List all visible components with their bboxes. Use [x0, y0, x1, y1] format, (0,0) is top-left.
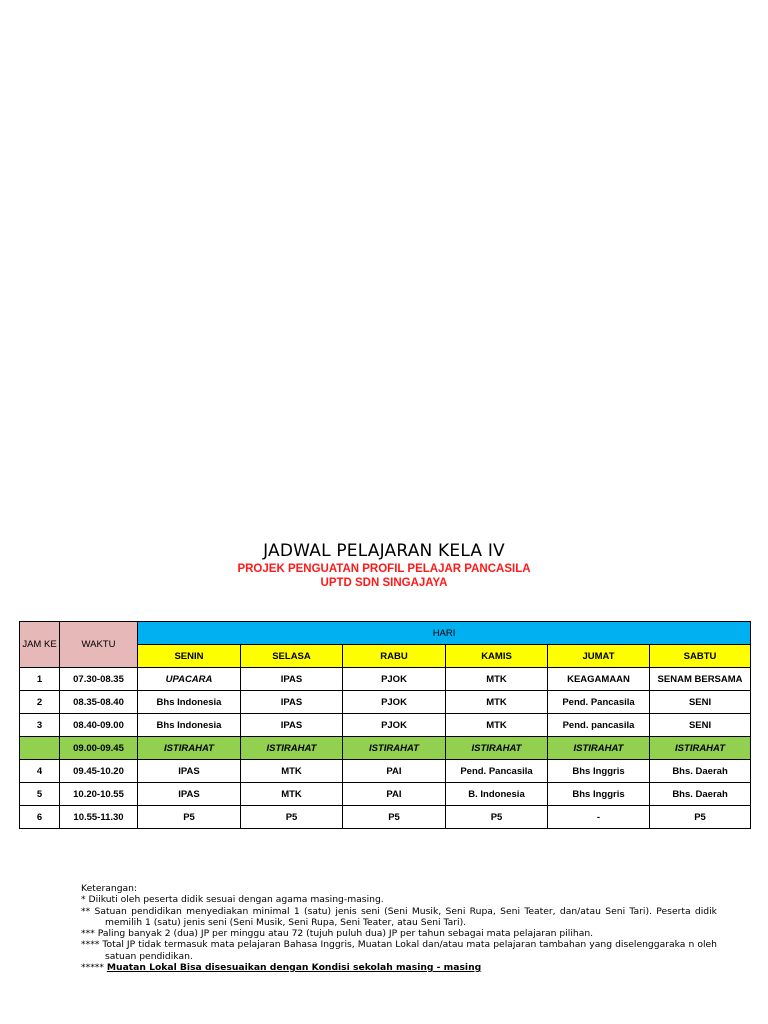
cell-subject: - — [548, 806, 650, 829]
day-header-rabu: RABU — [343, 645, 446, 668]
cell-subject: Pend. Pancasila — [548, 691, 650, 714]
page-subtitle-school: UPTD SDN SINGAJAYA — [320, 577, 448, 589]
cell-subject: IPAS — [138, 783, 241, 806]
header-waktu: WAKTU — [60, 622, 138, 668]
row-time: 09.45-10.20 — [60, 760, 138, 783]
header-jam-ke: JAM KE — [20, 622, 60, 668]
cell-subject: MTK — [446, 668, 548, 691]
cell-subject: IPAS — [241, 668, 343, 691]
note-4: **** Total JP tidak termasuk mata pelajaran Bahasa Inggris, Muatan Lokal dan/atau mata pelajaran tambahan yang diselenggaraka n oleh satuan pendidikan. — [81, 939, 717, 962]
table-row — [20, 691, 751, 714]
row-time: 10.20-10.55 — [60, 783, 138, 806]
row-number — [20, 737, 60, 760]
row-number: 4 — [20, 760, 60, 783]
cell-subject: Bhs. Daerah — [650, 783, 751, 806]
notes-label: Keterangan: — [81, 883, 138, 894]
row-number: 1 — [20, 668, 60, 691]
header-hari: HARI — [138, 622, 751, 645]
cell-break: ISTIRAHAT — [343, 737, 446, 760]
cell-subject: Bhs. Daerah — [650, 760, 751, 783]
cell-subject: MTK — [446, 691, 548, 714]
cell-subject: SENI — [650, 691, 751, 714]
cell-subject: Bhs Indonesia — [138, 714, 241, 737]
table-row — [20, 783, 751, 806]
cell-subject: KEAGAMAAN — [548, 668, 650, 691]
day-header-senin: SENIN — [138, 645, 241, 668]
row-number: 6 — [20, 806, 60, 829]
row-time: 07.30-08.35 — [60, 668, 138, 691]
note-5 — [81, 962, 717, 973]
day-header-jumat: JUMAT — [548, 645, 650, 668]
cell-subject: SENI — [650, 714, 751, 737]
note-1: * Diikuti oleh peserta didik sesuai dengan agama masing-masing. — [81, 894, 384, 906]
cell-break: ISTIRAHAT — [241, 737, 343, 760]
row-number: 3 — [20, 714, 60, 737]
cell-break: ISTIRAHAT — [138, 737, 241, 760]
cell-break: ISTIRAHAT — [650, 737, 751, 760]
note-5-text: Muatan Lokal Bisa disesuaikan dengan Kondisi sekolah masing - masing — [106, 962, 482, 974]
cell-subject: P5 — [138, 806, 241, 829]
day-header-kamis: KAMIS — [446, 645, 548, 668]
page-title: JADWAL PELAJARAN KELA IV — [263, 541, 505, 561]
row-time: 08.40-09.00 — [60, 714, 138, 737]
note-3: *** Paling banyak 2 (dua) JP per minggu atau 72 (tujuh puluh dua) JP per tahun sebagai mata pelajaran pilihan. — [81, 928, 594, 940]
cell-subject: PAI — [343, 760, 446, 783]
notes-section — [81, 883, 717, 973]
cell-subject: P5 — [446, 806, 548, 829]
note-5-prefix: ***** — [81, 962, 104, 974]
cell-subject: B. Indonesia — [446, 783, 548, 806]
day-header-sabtu: SABTU — [650, 645, 751, 668]
cell-break: ISTIRAHAT — [446, 737, 548, 760]
cell-subject: PJOK — [343, 691, 446, 714]
row-number: 5 — [20, 783, 60, 806]
cell-subject: UPACARA — [138, 668, 241, 691]
cell-subject: P5 — [343, 806, 446, 829]
row-number: 2 — [20, 691, 60, 714]
cell-subject: P5 — [241, 806, 343, 829]
cell-subject: PJOK — [343, 668, 446, 691]
schedule-table — [19, 621, 751, 829]
cell-subject: P5 — [650, 806, 751, 829]
row-time: 10.55-11.30 — [60, 806, 138, 829]
table-row — [20, 760, 751, 783]
cell-subject: PJOK — [343, 714, 446, 737]
cell-subject: Pend. Pancasila — [446, 760, 548, 783]
cell-subject: PAI — [343, 783, 446, 806]
cell-subject: Bhs Inggris — [548, 760, 650, 783]
cell-subject: IPAS — [241, 714, 343, 737]
table-header-row — [20, 622, 751, 645]
cell-subject: Pend. pancasila — [548, 714, 650, 737]
cell-subject: SENAM BERSAMA — [650, 668, 751, 691]
note-2: ** Satuan pendidikan menyediakan minimal 1 (satu) jenis seni (Seni Musik, Seni Rupa, Seni Teater, dan/atau Seni Tari). Peserta didik memilih 1 (satu) jenis seni (Seni Musik, Seni Rupa, Seni Teater, atau Seni Tari). — [81, 905, 717, 928]
row-time: 08.35-08.40 — [60, 691, 138, 714]
cell-subject: Bhs Inggris — [548, 783, 650, 806]
row-time: 09.00-09.45 — [60, 737, 138, 760]
cell-subject: MTK — [446, 714, 548, 737]
cell-subject: MTK — [241, 783, 343, 806]
cell-subject: Bhs Indonesia — [138, 691, 241, 714]
day-header-selasa: SELASA — [241, 645, 343, 668]
cell-subject: MTK — [241, 760, 343, 783]
cell-break: ISTIRAHAT — [548, 737, 650, 760]
page-subtitle-project: PROJEK PENGUATAN PROFIL PELAJAR PANCASILA — [237, 563, 531, 575]
table-row — [20, 668, 751, 691]
cell-subject: IPAS — [241, 691, 343, 714]
cell-subject: IPAS — [138, 760, 241, 783]
break-row — [20, 737, 751, 760]
table-row — [20, 806, 751, 829]
table-row — [20, 714, 751, 737]
